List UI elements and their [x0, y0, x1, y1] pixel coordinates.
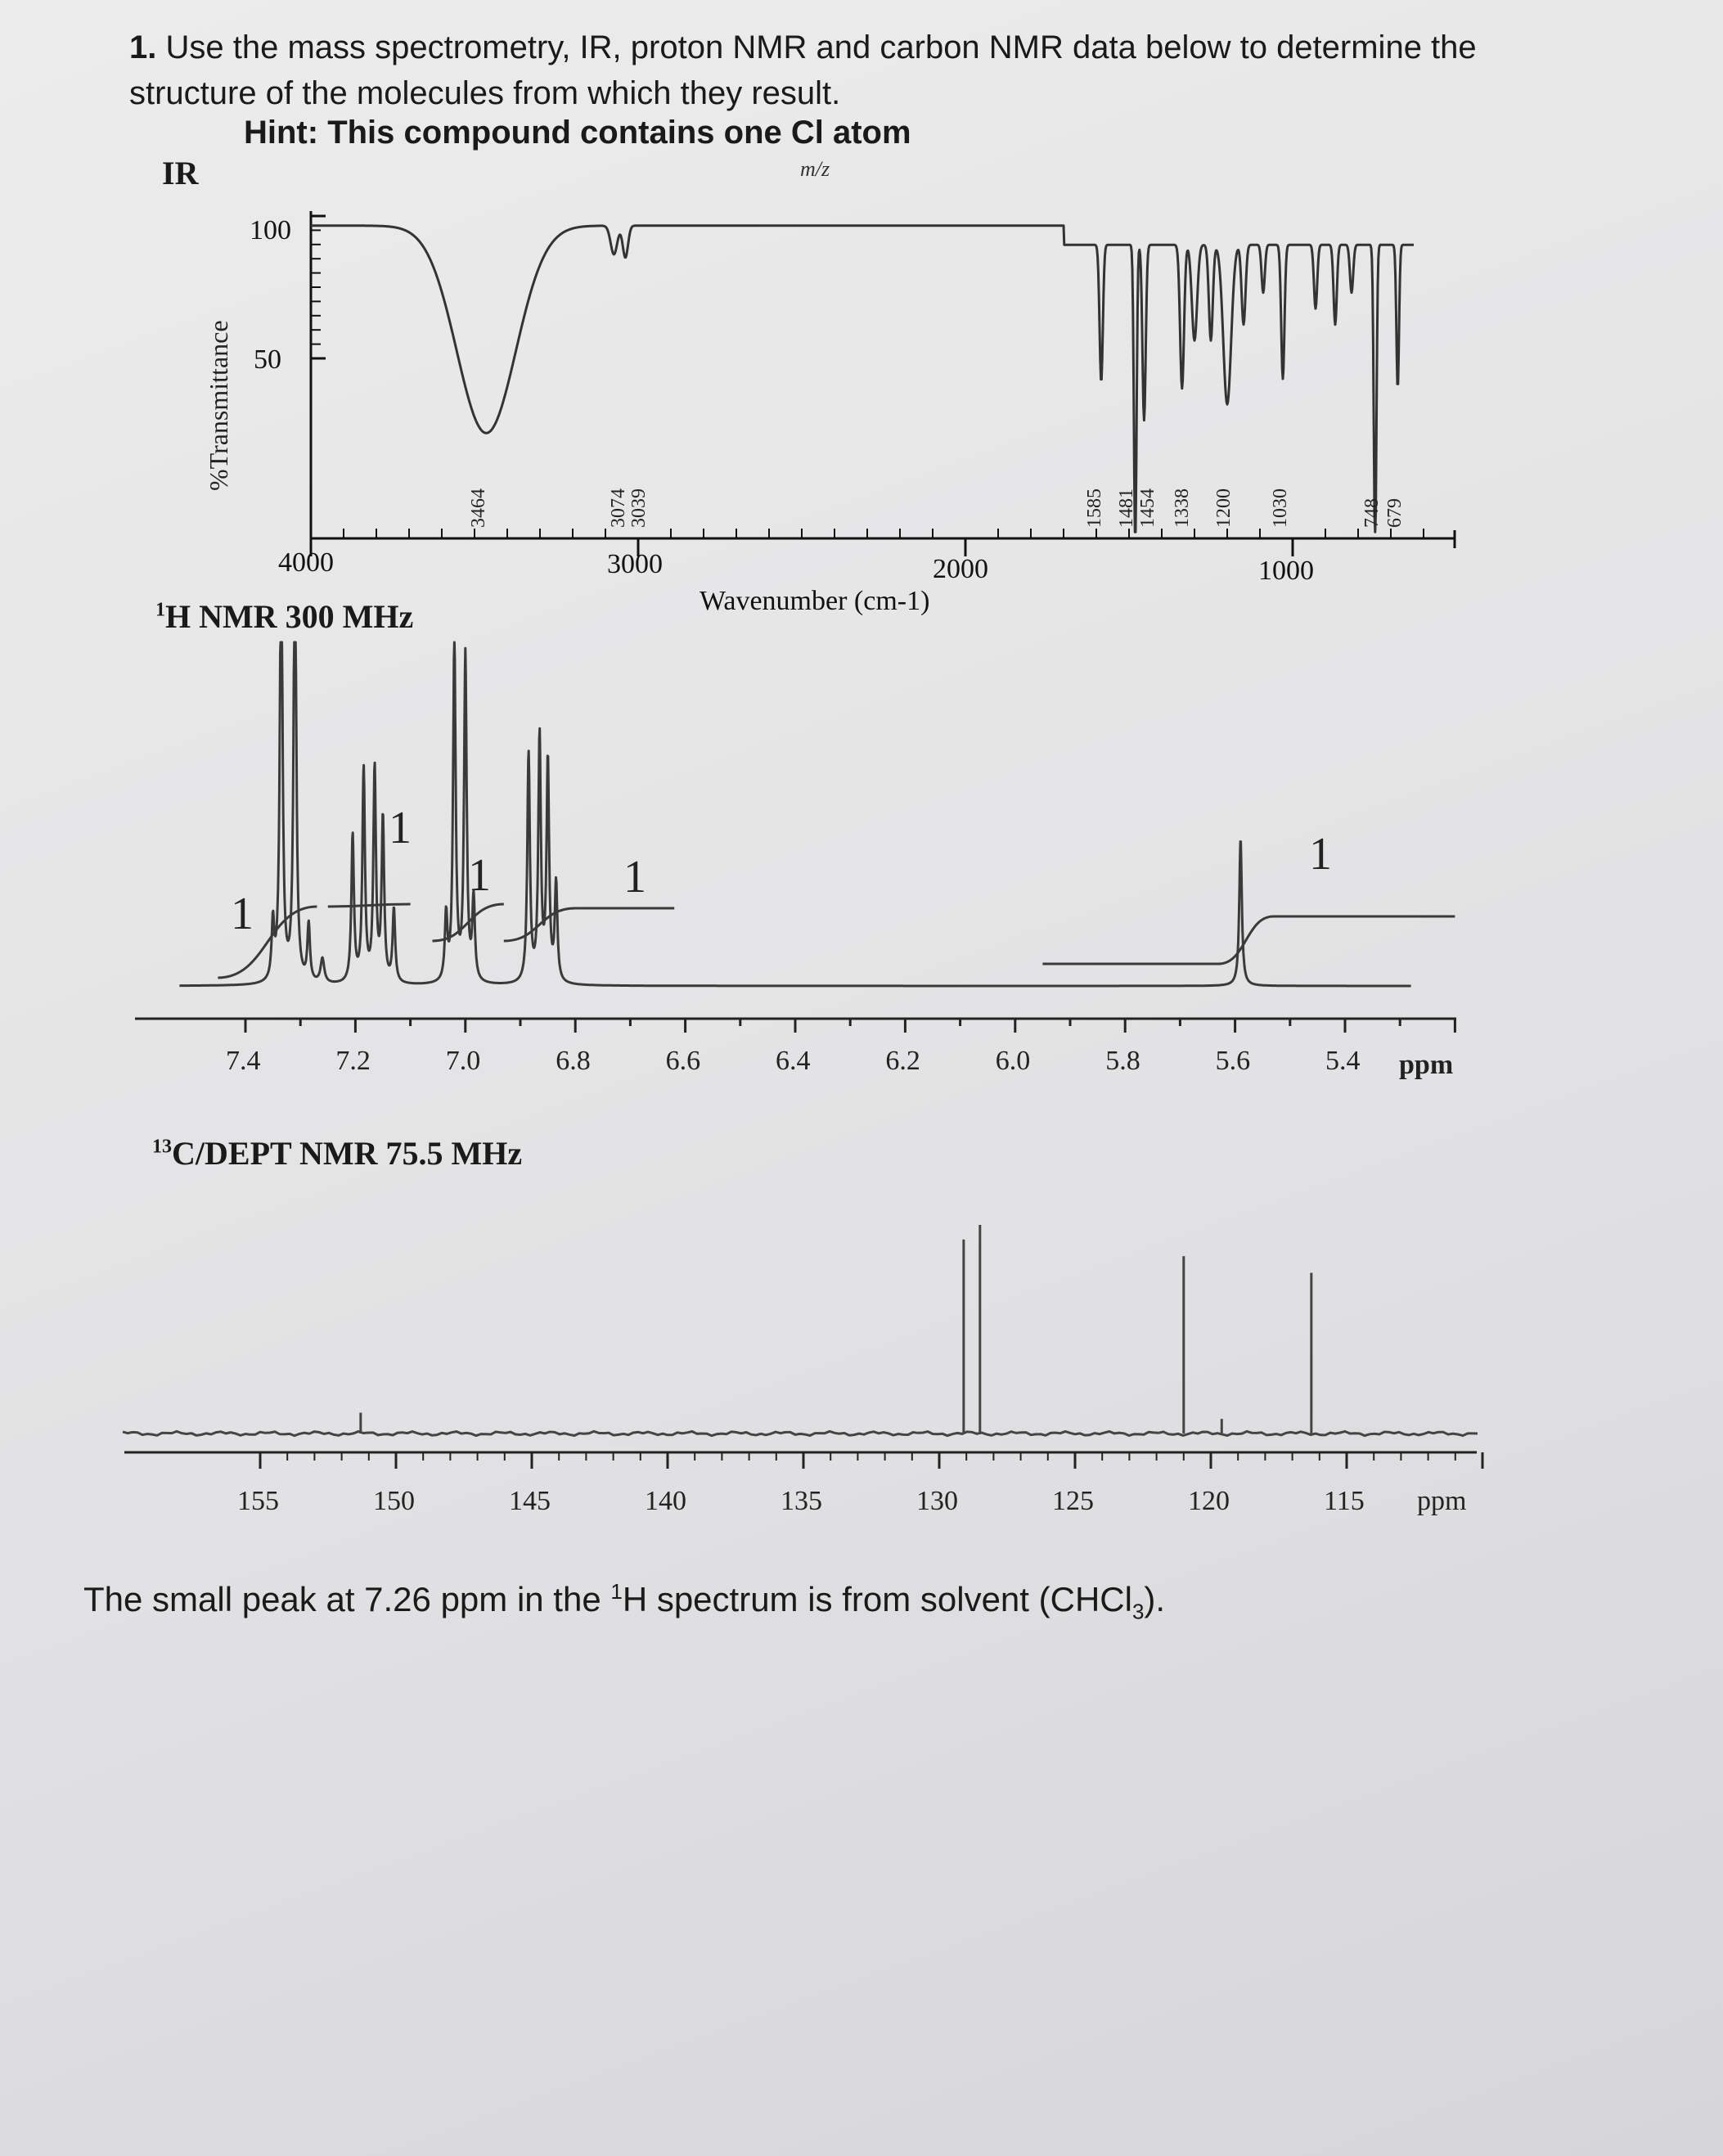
cnmr-tick-145: 145 — [509, 1486, 551, 1516]
ir-peak-label-1454: 1454 — [1137, 488, 1158, 528]
hnmr-tick-5.4: 5.4 — [1325, 1046, 1361, 1076]
ir-ylabel: %Transmittance — [204, 320, 233, 491]
hnmr-tick-7.0: 7.0 — [445, 1046, 481, 1076]
hnmr-tick-6.6: 6.6 — [665, 1046, 701, 1076]
hint: Hint: This compound contains one Cl atom — [244, 115, 911, 151]
hnmr-integral-curve — [218, 904, 1455, 978]
hnmr-tick-7.4: 7.4 — [226, 1046, 261, 1076]
cnmr-tick-130: 130 — [916, 1486, 958, 1516]
ir-ytick-100: 100 — [250, 215, 291, 245]
ir-trace — [311, 226, 1414, 532]
cnmr-baseline — [123, 1431, 1478, 1435]
hnmr-ticks — [245, 1019, 1455, 1033]
hnmr-tick-5.8: 5.8 — [1105, 1046, 1140, 1076]
ir-peak-label-3464: 3464 — [468, 488, 489, 528]
hnmr-spectrum — [0, 622, 1723, 1080]
ir-peak-label-3074: 3074 — [608, 488, 629, 528]
ir-xtick-3000: 3000 — [607, 549, 663, 579]
ir-peak-label-1030: 1030 — [1270, 488, 1291, 528]
ir-y-minor-ticks — [311, 216, 321, 358]
hnmr-integral-2: 1 — [389, 803, 412, 853]
cnmr-tick-155: 155 — [237, 1486, 279, 1516]
ir-peak-label-1585: 1585 — [1084, 488, 1105, 528]
hnmr-tick-7.2: 7.2 — [335, 1046, 371, 1076]
hnmr-unit: ppm — [1399, 1050, 1454, 1080]
hnmr-tick-6.2: 6.2 — [885, 1046, 920, 1076]
ir-xtick-1000: 1000 — [1258, 556, 1314, 586]
ir-section-label: IR — [162, 155, 199, 191]
cnmr-ticks — [260, 1452, 1482, 1469]
ir-peak-label-748: 748 — [1361, 498, 1383, 528]
question — [129, 25, 1602, 116]
cnmr-spectrum — [0, 1186, 1723, 1546]
cnmr-tick-150: 150 — [373, 1486, 415, 1516]
cnmr-tick-120: 120 — [1188, 1486, 1230, 1516]
ir-xlabel: Wavenumber (cm-1) — [700, 586, 930, 616]
ir-peak-labels — [468, 488, 1406, 528]
cnmr-peaks — [361, 1225, 1311, 1434]
cnmr-tick-135: 135 — [781, 1486, 822, 1516]
cnmr-tick-labels — [237, 1486, 1365, 1516]
ir-peak-label-1200: 1200 — [1213, 488, 1235, 528]
ir-peak-label-1481: 1481 — [1116, 488, 1137, 528]
hnmr-title: $^1$H NMR 300 MHz — [155, 598, 414, 635]
question-text: Use the mass spectrometry, IR, proton NMR and carbon NMR data below to determine the structure of the molecules from which they result. — [129, 29, 1477, 111]
hnmr-tick-6.4: 6.4 — [776, 1046, 811, 1076]
question-number: 1. — [129, 29, 157, 65]
ir-ytick-50: 50 — [254, 344, 281, 375]
ir-peak-label-3039: 3039 — [628, 488, 650, 528]
ir-xtick-4000: 4000 — [278, 547, 334, 578]
hnmr-integral-5: 1 — [1309, 829, 1332, 880]
hnmr-tick-6.8: 6.8 — [556, 1046, 591, 1076]
ir-top-label: m/z — [800, 157, 830, 181]
ir-peak-label-679: 679 — [1384, 498, 1406, 528]
cnmr-title: $^{13}$C/DEPT NMR 75.5 MHz — [152, 1135, 523, 1172]
ir-peak-label-1338: 1338 — [1172, 488, 1193, 528]
hnmr-trace — [179, 642, 1410, 986]
solvent-note: The small peak at 7.26 ppm in the $^1$H spectrum is from solvent (CHCl$_3$). — [83, 1579, 1166, 1624]
cnmr-tick-140: 140 — [645, 1486, 686, 1516]
cnmr-tick-125: 125 — [1052, 1486, 1094, 1516]
cnmr-tick-115: 115 — [1324, 1486, 1365, 1516]
hnmr-integral-4: 1 — [623, 852, 646, 902]
hnmr-integral-1: 1 — [231, 889, 254, 939]
ir-x-minor-ticks — [311, 529, 1424, 556]
ir-xtick-2000: 2000 — [933, 554, 988, 584]
hnmr-tick-5.6: 5.6 — [1215, 1046, 1251, 1076]
hnmr-tick-labels — [226, 1046, 1361, 1076]
hnmr-integral-3: 1 — [468, 850, 491, 901]
cnmr-unit: ppm — [1417, 1486, 1467, 1516]
hnmr-tick-6.0: 6.0 — [995, 1046, 1031, 1076]
